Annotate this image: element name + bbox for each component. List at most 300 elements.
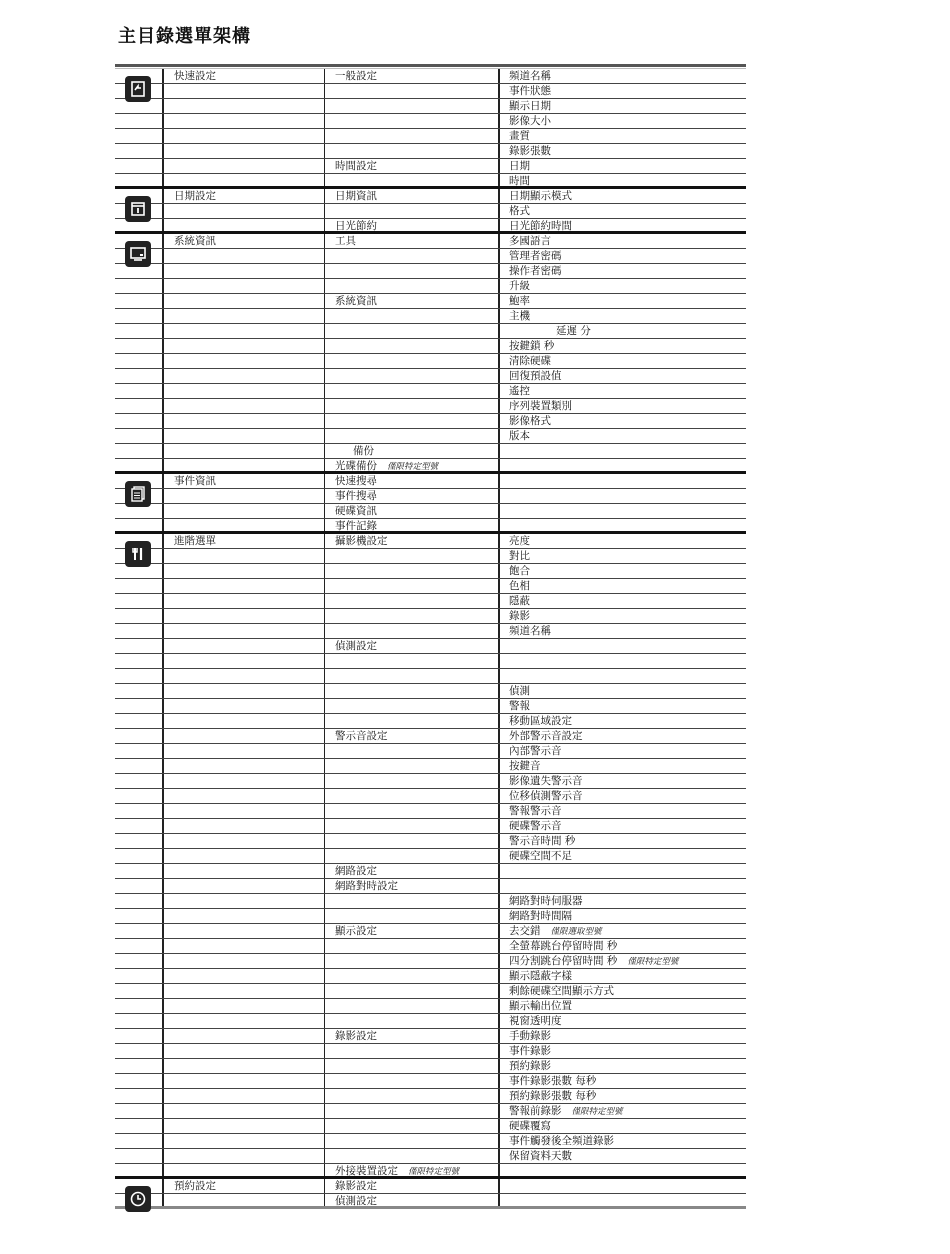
table-row	[115, 594, 746, 609]
table-row	[115, 1194, 746, 1209]
submenu-label: 錄影設定	[335, 1030, 377, 1042]
menu-item-label: 延遲 分	[556, 325, 591, 337]
date-setup-icon	[125, 196, 151, 222]
menu-item-cell	[500, 114, 746, 128]
submenu-cell	[325, 444, 500, 458]
icon-cell	[115, 369, 164, 383]
icon-cell	[115, 1134, 164, 1148]
menu-item-cell	[500, 894, 746, 908]
submenu-cell	[325, 489, 500, 503]
submenu-cell	[325, 1059, 500, 1073]
icon-cell	[115, 639, 164, 653]
main-menu-cell	[164, 879, 325, 893]
menu-item-cell	[500, 594, 746, 608]
submenu-cell	[325, 144, 500, 158]
menu-item-label: 日期顯示模式	[509, 190, 572, 202]
main-menu-cell	[164, 339, 325, 353]
main-menu-cell	[164, 489, 325, 503]
submenu-cell	[325, 639, 500, 653]
icon-cell	[115, 429, 164, 443]
main-menu-cell	[164, 549, 325, 563]
menu-item-cell	[500, 84, 746, 98]
submenu-cell	[325, 789, 500, 803]
menu-item-cell	[500, 324, 746, 338]
submenu-label: 備份	[353, 445, 374, 457]
main-menu-cell	[164, 924, 325, 938]
icon-cell	[115, 804, 164, 818]
table-row	[115, 564, 746, 579]
menu-item-cell	[500, 414, 746, 428]
model-note: 僅限特定型號	[387, 462, 439, 472]
icon-cell	[115, 354, 164, 368]
icon-cell	[115, 624, 164, 638]
icon-cell	[115, 744, 164, 758]
icon-cell	[115, 954, 164, 968]
menu-item-cell	[500, 819, 746, 833]
main-menu-cell	[164, 174, 325, 186]
menu-item-label: 多國語言	[509, 235, 551, 247]
main-menu-cell	[164, 414, 325, 428]
main-menu-cell	[164, 789, 325, 803]
submenu-cell	[325, 1104, 500, 1118]
submenu-label: 系統資訊	[335, 295, 377, 307]
submenu-cell	[325, 324, 500, 338]
table-row	[115, 234, 746, 249]
submenu-label: 事件記錄	[335, 520, 377, 532]
menu-item-cell	[500, 924, 746, 938]
menu-item-label: 錄影張數	[509, 145, 551, 157]
table-row	[115, 264, 746, 279]
main-menu-label: 快速設定	[174, 70, 216, 82]
table-row	[115, 549, 746, 564]
advanced-menu-icon	[125, 541, 151, 567]
main-menu-cell	[164, 504, 325, 518]
icon-cell	[115, 459, 164, 471]
menu-item-cell	[500, 1179, 746, 1193]
main-menu-cell	[164, 579, 325, 593]
table-row	[115, 984, 746, 999]
table-row	[115, 399, 746, 414]
submenu-cell	[325, 474, 500, 488]
menu-item-cell	[500, 669, 746, 683]
menu-item-label: 影像格式	[509, 415, 551, 427]
icon-cell	[115, 1119, 164, 1133]
submenu-cell	[325, 84, 500, 98]
menu-item-label: 事件錄影	[509, 1045, 551, 1057]
menu-item-label: 手動錄影	[509, 1030, 551, 1042]
menu-item-label: 對比	[509, 550, 530, 562]
table-row	[115, 729, 746, 744]
table-row	[115, 759, 746, 774]
main-menu-cell	[164, 264, 325, 278]
main-menu-cell	[164, 474, 325, 488]
submenu-label: 外接裝置設定	[335, 1165, 398, 1177]
icon-cell	[115, 579, 164, 593]
main-menu-cell	[164, 189, 325, 203]
submenu-label: 顯示設定	[335, 925, 377, 937]
menu-item-cell	[500, 864, 746, 878]
main-menu-cell	[164, 534, 325, 548]
menu-item-label: 按鍵音	[509, 760, 541, 772]
table-row	[115, 1149, 746, 1164]
main-menu-cell	[164, 1194, 325, 1206]
main-menu-cell	[164, 1014, 325, 1028]
main-menu-cell	[164, 144, 325, 158]
menu-item-cell	[500, 1044, 746, 1058]
icon-cell	[115, 114, 164, 128]
submenu-cell	[325, 519, 500, 531]
menu-item-cell	[500, 1134, 746, 1148]
main-menu-cell	[164, 564, 325, 578]
icon-cell	[115, 609, 164, 623]
submenu-cell	[325, 384, 500, 398]
menu-item-cell	[500, 549, 746, 563]
main-menu-cell	[164, 1104, 325, 1118]
submenu-cell	[325, 174, 500, 186]
main-menu-label: 日期設定	[174, 190, 216, 202]
submenu-cell	[325, 189, 500, 203]
submenu-cell	[325, 369, 500, 383]
main-menu-cell	[164, 1029, 325, 1043]
icon-cell	[115, 774, 164, 788]
main-menu-cell	[164, 519, 325, 531]
menu-item-cell	[500, 339, 746, 353]
submenu-label: 工具	[335, 235, 356, 247]
submenu-cell	[325, 279, 500, 293]
icon-cell	[115, 534, 164, 548]
icon-cell	[115, 939, 164, 953]
menu-item-label: 升級	[509, 280, 530, 292]
menu-item-label: 事件錄影張數 每秒	[509, 1075, 597, 1087]
menu-item-cell	[500, 144, 746, 158]
menu-item-cell	[500, 834, 746, 848]
main-menu-cell	[164, 864, 325, 878]
table-row	[115, 909, 746, 924]
submenu-cell	[325, 204, 500, 218]
menu-item-label: 飽合	[509, 565, 530, 577]
table-row	[115, 849, 746, 864]
table-row	[115, 429, 746, 444]
icon-cell	[115, 1164, 164, 1176]
menu-item-cell	[500, 234, 746, 248]
submenu-cell	[325, 1134, 500, 1148]
submenu-cell	[325, 309, 500, 323]
submenu-cell	[325, 1119, 500, 1133]
main-menu-cell	[164, 444, 325, 458]
menu-item-label: 日期	[509, 160, 530, 172]
icon-cell	[115, 924, 164, 938]
table-row	[115, 84, 746, 99]
icon-cell	[115, 1014, 164, 1028]
main-menu-cell	[164, 309, 325, 323]
main-menu-cell	[164, 459, 325, 471]
menu-item-cell	[500, 984, 746, 998]
main-menu-cell	[164, 699, 325, 713]
table-row	[115, 459, 746, 474]
table-row	[115, 789, 746, 804]
table-row	[115, 249, 746, 264]
menu-item-cell	[500, 399, 746, 413]
menu-item-label: 全螢幕跳台停留時間 秒	[509, 940, 618, 952]
icon-cell	[115, 69, 164, 83]
icon-cell	[115, 684, 164, 698]
submenu-cell	[325, 1014, 500, 1028]
submenu-cell	[325, 954, 500, 968]
table-row	[115, 684, 746, 699]
menu-item-cell	[500, 264, 746, 278]
menu-item-label: 網路對時伺服器	[509, 895, 583, 907]
menu-item-label: 清除硬碟	[509, 355, 551, 367]
menu-item-label: 位移偵測警示音	[509, 790, 583, 802]
submenu-label: 錄影設定	[335, 1180, 377, 1192]
main-menu-cell	[164, 594, 325, 608]
menu-item-cell	[500, 759, 746, 773]
table-row	[115, 1134, 746, 1149]
menu-item-cell	[500, 459, 746, 471]
table-row	[115, 99, 746, 114]
menu-item-cell	[500, 909, 746, 923]
icon-cell	[115, 1104, 164, 1118]
menu-item-label: 外部警示音設定	[509, 730, 583, 742]
menu-item-cell	[500, 714, 746, 728]
menu-item-cell	[500, 954, 746, 968]
main-menu-label: 進階選單	[174, 535, 216, 547]
menu-item-cell	[500, 249, 746, 263]
submenu-cell	[325, 1179, 500, 1193]
table-row	[115, 744, 746, 759]
submenu-cell	[325, 264, 500, 278]
menu-item-cell	[500, 99, 746, 113]
icon-cell	[115, 1149, 164, 1163]
icon-cell	[115, 699, 164, 713]
menu-item-label: 顯示輸出位置	[509, 1000, 572, 1012]
submenu-cell	[325, 759, 500, 773]
submenu-cell	[325, 924, 500, 938]
table-row	[115, 954, 746, 969]
main-menu-cell	[164, 639, 325, 653]
submenu-cell	[325, 549, 500, 563]
main-menu-cell	[164, 774, 325, 788]
main-menu-cell	[164, 804, 325, 818]
menu-item-label: 管理者密碼	[509, 250, 562, 262]
menu-item-cell	[500, 624, 746, 638]
submenu-cell	[325, 219, 500, 231]
table-row	[115, 1164, 746, 1179]
menu-item-cell	[500, 189, 746, 203]
table-row	[115, 369, 746, 384]
icon-cell	[115, 414, 164, 428]
main-menu-cell	[164, 114, 325, 128]
submenu-cell	[325, 249, 500, 263]
submenu-cell	[325, 999, 500, 1013]
icon-cell	[115, 819, 164, 833]
table-row	[115, 474, 746, 489]
table-row	[115, 894, 746, 909]
model-note: 僅限特定型號	[408, 1167, 460, 1177]
menu-item-cell	[500, 1194, 746, 1206]
schedule-setup-icon	[125, 1186, 151, 1212]
main-menu-cell	[164, 744, 325, 758]
submenu-cell	[325, 594, 500, 608]
main-menu-cell	[164, 1044, 325, 1058]
menu-item-label: 顯示日期	[509, 100, 551, 112]
menu-item-cell	[500, 999, 746, 1013]
submenu-label: 網路設定	[335, 865, 377, 877]
icon-cell	[115, 999, 164, 1013]
icon-cell	[115, 879, 164, 893]
main-menu-cell	[164, 834, 325, 848]
menu-item-cell	[500, 294, 746, 308]
table-row	[115, 714, 746, 729]
menu-item-label: 頻道名稱	[509, 625, 551, 637]
submenu-cell	[325, 1089, 500, 1103]
main-menu-cell	[164, 939, 325, 953]
menu-item-cell	[500, 744, 746, 758]
main-menu-cell	[164, 684, 325, 698]
menu-item-label: 警報前錄影	[509, 1105, 562, 1117]
menu-item-label: 網路對時間隔	[509, 910, 572, 922]
model-note: 僅限特定型號	[571, 1107, 623, 1117]
main-menu-cell	[164, 429, 325, 443]
main-menu-cell	[164, 234, 325, 248]
icon-cell	[115, 969, 164, 983]
event-info-icon	[125, 481, 151, 507]
main-menu-cell	[164, 1179, 325, 1193]
icon-cell	[115, 729, 164, 743]
menu-item-label: 按鍵鎖 秒	[509, 340, 555, 352]
submenu-label: 日期資訊	[335, 190, 377, 202]
table-row	[115, 144, 746, 159]
icon-cell	[115, 1179, 164, 1193]
menu-item-cell	[500, 1074, 746, 1088]
icon-cell	[115, 789, 164, 803]
icon-cell	[115, 849, 164, 863]
submenu-cell	[325, 669, 500, 683]
menu-item-label: 錄影	[509, 610, 530, 622]
table-row	[115, 699, 746, 714]
menu-item-cell	[500, 639, 746, 653]
icon-cell	[115, 189, 164, 203]
table-row	[115, 324, 746, 339]
menu-item-cell	[500, 1164, 746, 1176]
main-menu-cell	[164, 84, 325, 98]
table-row	[115, 624, 746, 639]
main-menu-cell	[164, 969, 325, 983]
menu-item-cell	[500, 564, 746, 578]
table-row	[115, 579, 746, 594]
main-menu-cell	[164, 204, 325, 218]
menu-item-cell	[500, 579, 746, 593]
submenu-label: 攝影機設定	[335, 535, 388, 547]
icon-cell	[115, 294, 164, 308]
table-row	[115, 489, 746, 504]
submenu-cell	[325, 654, 500, 668]
main-menu-cell	[164, 759, 325, 773]
table-row	[115, 639, 746, 654]
menu-item-label: 警示音時間 秒	[509, 835, 576, 847]
menu-item-label: 版本	[509, 430, 530, 442]
submenu-cell	[325, 1149, 500, 1163]
table-row	[115, 309, 746, 324]
menu-item-cell	[500, 354, 746, 368]
main-menu-cell	[164, 654, 325, 668]
menu-item-cell	[500, 444, 746, 458]
table-row	[115, 279, 746, 294]
submenu-cell	[325, 534, 500, 548]
table-row	[115, 1104, 746, 1119]
menu-item-cell	[500, 1014, 746, 1028]
menu-item-cell	[500, 219, 746, 231]
table-row	[115, 1074, 746, 1089]
submenu-label: 網路對時設定	[335, 880, 398, 892]
table-row	[115, 654, 746, 669]
table-row	[115, 1179, 746, 1194]
menu-item-label: 日光節約時間	[509, 220, 572, 232]
menu-item-cell	[500, 159, 746, 173]
menu-item-cell	[500, 969, 746, 983]
main-menu-cell	[164, 159, 325, 173]
menu-item-label: 格式	[509, 205, 530, 217]
menu-item-label: 畫質	[509, 130, 530, 142]
menu-item-label: 警報	[509, 700, 530, 712]
menu-item-cell	[500, 654, 746, 668]
submenu-cell	[325, 984, 500, 998]
main-menu-cell	[164, 714, 325, 728]
main-menu-cell	[164, 1074, 325, 1088]
icon-cell	[115, 144, 164, 158]
submenu-cell	[325, 114, 500, 128]
table-row	[115, 414, 746, 429]
menu-item-cell	[500, 429, 746, 443]
table-row	[115, 504, 746, 519]
submenu-cell	[325, 1029, 500, 1043]
icon-cell	[115, 864, 164, 878]
submenu-cell	[325, 939, 500, 953]
menu-item-label: 保留資料天數	[509, 1150, 572, 1162]
table-row	[115, 174, 746, 189]
menu-item-cell	[500, 609, 746, 623]
table-row	[115, 354, 746, 369]
submenu-cell	[325, 849, 500, 863]
icon-cell	[115, 174, 164, 186]
icon-cell	[115, 234, 164, 248]
icon-cell	[115, 909, 164, 923]
submenu-cell	[325, 1164, 500, 1176]
main-menu-cell	[164, 729, 325, 743]
main-menu-cell	[164, 324, 325, 338]
menu-item-label: 視窗透明度	[509, 1015, 562, 1027]
table-row	[115, 69, 746, 84]
submenu-cell	[325, 1044, 500, 1058]
quick-setup-icon	[125, 76, 151, 102]
menu-item-label: 硬碟警示音	[509, 820, 562, 832]
table-row	[115, 1029, 746, 1044]
main-menu-cell	[164, 669, 325, 683]
menu-item-cell	[500, 129, 746, 143]
main-menu-cell	[164, 129, 325, 143]
main-menu-cell	[164, 1089, 325, 1103]
menu-item-label: 操作者密碼	[509, 265, 562, 277]
submenu-cell	[325, 894, 500, 908]
menu-item-label: 隱蔽	[509, 595, 530, 607]
submenu-cell	[325, 129, 500, 143]
menu-item-cell	[500, 69, 746, 83]
main-menu-cell	[164, 1164, 325, 1176]
menu-item-cell	[500, 1029, 746, 1043]
menu-item-label: 硬碟覆寫	[509, 1120, 551, 1132]
table-row	[115, 1044, 746, 1059]
main-menu-cell	[164, 819, 325, 833]
